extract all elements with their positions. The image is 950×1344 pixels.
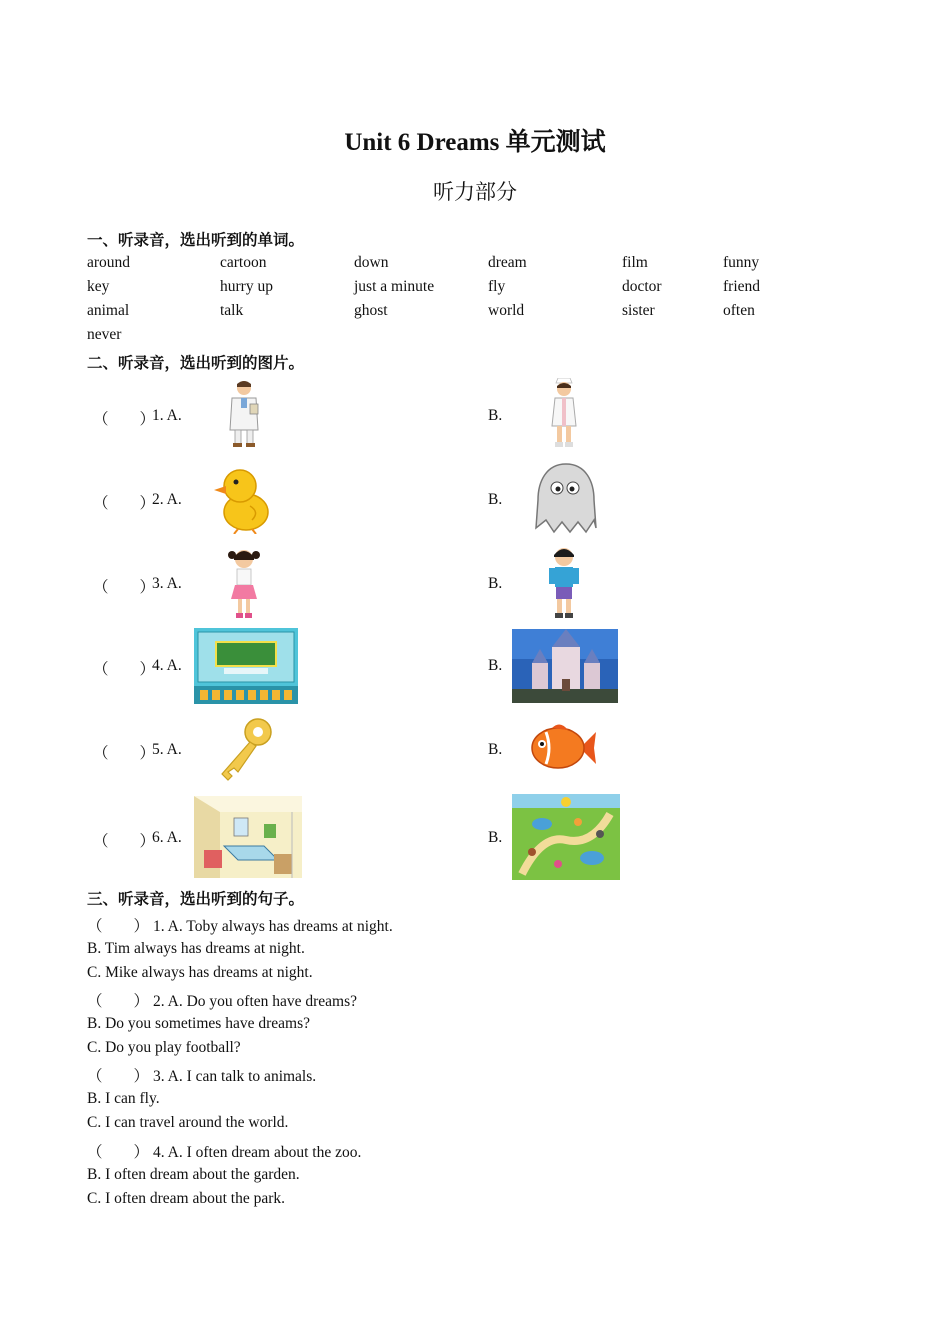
word-item: just a minute: [354, 278, 435, 295]
word-item: film: [622, 254, 648, 271]
option-b-label: B.: [488, 491, 503, 508]
word-item: around: [87, 254, 131, 271]
option-b-text: B. Do you sometimes have dreams?: [87, 1015, 310, 1032]
word-item: funny: [723, 254, 760, 271]
word-item: cartoon: [220, 254, 267, 271]
answer-blank[interactable]: （ ）: [87, 1144, 150, 1161]
option-b-label: B.: [488, 829, 503, 846]
option-c-text: C. I can travel around the world.: [87, 1114, 289, 1131]
picture-question: [0, 714, 950, 784]
option-b-text: B. Tim always has dreams at night.: [87, 940, 305, 957]
word-item: doctor: [622, 278, 662, 295]
picture-question: [0, 378, 950, 450]
option-c-text: C. Do you play football?: [87, 1039, 241, 1056]
answer-blank[interactable]: （ ）: [93, 579, 156, 596]
option-a-label: 1. A.: [152, 407, 182, 424]
word-item: often: [723, 302, 755, 319]
key-icon[interactable]: [214, 716, 274, 782]
girl-icon[interactable]: [224, 547, 264, 621]
option-b-label: B.: [488, 407, 503, 424]
answer-blank[interactable]: （ ）: [93, 411, 156, 428]
word-item: never: [87, 326, 122, 343]
page-title: Unit 6 Dreams 单元测试: [344, 129, 606, 156]
fish-icon[interactable]: [530, 720, 598, 776]
option-a-label: 4. A.: [152, 657, 182, 674]
option-c-text: C. I often dream about the park.: [87, 1190, 285, 1207]
word-item: fly: [488, 278, 506, 295]
option-b-label: B.: [488, 741, 503, 758]
option-b-text: B. I often dream about the garden.: [87, 1166, 300, 1183]
cinema-icon[interactable]: [194, 628, 298, 704]
answer-blank[interactable]: （ ）: [93, 745, 156, 762]
boy-icon[interactable]: [544, 545, 584, 621]
nurse-icon[interactable]: [542, 378, 586, 450]
word-item: hurry up: [220, 278, 273, 295]
option-c-text: C. Mike always has dreams at night.: [87, 964, 313, 981]
picture-question: [0, 628, 950, 704]
option-a-text: 2. A. Do you often have dreams?: [153, 993, 358, 1010]
answer-blank[interactable]: （ ）: [93, 661, 156, 678]
answer-blank[interactable]: （ ）: [87, 918, 150, 935]
word-item: key: [87, 278, 110, 295]
section2-heading: 二、听录音，选出听到的图片。: [87, 355, 305, 372]
option-a-label: 6. A.: [152, 829, 182, 846]
word-item: down: [354, 254, 389, 271]
option-a-text: 3. A. I can talk to animals.: [153, 1068, 317, 1085]
zoo-map-icon[interactable]: [512, 794, 620, 880]
ghost-icon[interactable]: [530, 462, 602, 536]
option-a-label: 5. A.: [152, 741, 182, 758]
option-a-label: 3. A.: [152, 575, 182, 592]
option-a-label: 2. A.: [152, 491, 182, 508]
answer-blank[interactable]: （ ）: [93, 495, 156, 512]
word-item: world: [488, 302, 525, 319]
option-b-text: B. I can fly.: [87, 1090, 160, 1107]
answer-blank[interactable]: （ ）: [87, 993, 150, 1010]
castle-icon[interactable]: [512, 629, 618, 703]
duck-icon[interactable]: [212, 464, 274, 534]
word-item: talk: [220, 302, 244, 319]
picture-question: [0, 545, 950, 621]
picture-question: [0, 794, 950, 880]
room-icon[interactable]: [194, 796, 302, 878]
word-item: dream: [488, 254, 527, 271]
word-item: ghost: [354, 302, 388, 319]
section1-heading: 一、听录音，选出听到的单词。: [87, 232, 305, 249]
option-a-text: 1. A. Toby always has dreams at night.: [153, 918, 393, 935]
doctor-icon[interactable]: [220, 378, 268, 450]
option-b-label: B.: [488, 575, 503, 592]
picture-question: [0, 462, 950, 536]
answer-blank[interactable]: （ ）: [93, 833, 156, 850]
answer-blank[interactable]: （ ）: [87, 1068, 150, 1085]
option-a-text: 4. A. I often dream about the zoo.: [153, 1144, 362, 1161]
word-item: sister: [622, 302, 655, 319]
page-subtitle: 听力部分: [433, 180, 517, 204]
option-b-label: B.: [488, 657, 503, 674]
section3-heading: 三、听录音，选出听到的句子。: [87, 891, 305, 908]
word-item: animal: [87, 302, 130, 319]
word-item: friend: [723, 278, 761, 295]
